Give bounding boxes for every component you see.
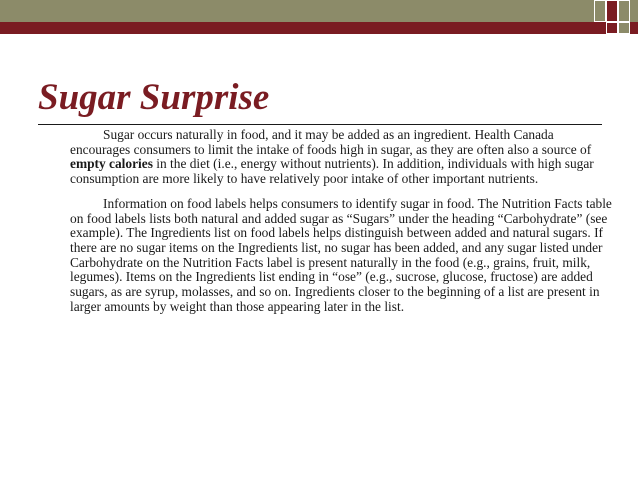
corner-square-maroon-2 (606, 22, 618, 34)
corner-square-maroon-1 (606, 0, 618, 22)
corner-square-olive-2 (618, 0, 630, 22)
paragraph-sugar-intro (70, 128, 612, 187)
slide-body (70, 128, 612, 314)
paragraph-1-text-b: in the diet (i.e., energy without nutrients). In addition, individuals with high sugar consumption are more likely to have relatively poor intake of other important nutrients. (70, 156, 594, 187)
paragraph-food-labels: Information on food labels helps consumers to identify sugar in food. The Nutrition Facts table on food labels lists both natural and added sugar as “Sugars” under the heading “Carbohydrate” (see example). The Ingredients list on food labels helps distinguish between added and natural sugars. If there are no sugar items on the Ingredients list, no sugar has been added, and any sugar listed under Carbohydrate on the Nutrition Facts label is present naturally in the food (e.g., grains, fruit, milk, legumes). Items on the Ingredients list ending in “ose” (e.g., sucrose, glucose, fructose) are added sugars, as are syrup, molasses, and so on. Ingredients closer to the beginning of a list are present in larger amounts by weight than those appearing later in the list. (70, 195, 612, 314)
title-divider (38, 124, 602, 125)
header-band (0, 0, 638, 40)
corner-square-olive-1 (594, 0, 606, 22)
header-band-olive (0, 0, 638, 22)
corner-square-olive-3 (618, 22, 630, 34)
empty-calories-term: empty calories (70, 156, 153, 172)
header-band-maroon (0, 22, 638, 34)
slide-title: Sugar Surprise (38, 77, 270, 118)
paragraph-1-text-a: Sugar occurs naturally in food, and it may be added as an ingredient. Health Canada encourages consumers to limit the intake of foods high in sugar, as they are often also a source of (70, 127, 592, 157)
